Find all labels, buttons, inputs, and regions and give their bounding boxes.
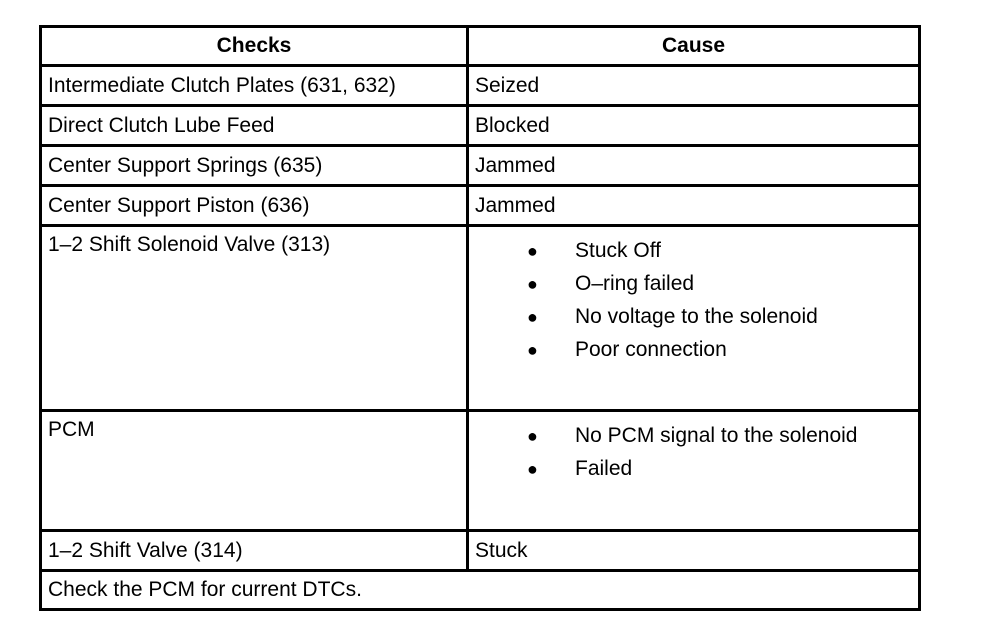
cause-cell: Seized xyxy=(468,66,920,106)
bullet-icon: ● xyxy=(527,307,538,327)
check-cell: Center Support Piston (636) xyxy=(41,186,468,226)
bullet-icon: ● xyxy=(527,459,538,479)
table-row xyxy=(41,146,920,186)
cause-cell xyxy=(468,226,920,411)
bullet-icon: ● xyxy=(527,340,538,360)
cause-text: No PCM signal to the solenoid xyxy=(575,424,858,447)
cause-text: Failed xyxy=(575,457,633,480)
check-cell: Center Support Springs (635) xyxy=(41,146,468,186)
diagnostic-table xyxy=(39,25,921,611)
cause-header: Cause xyxy=(468,27,920,66)
cause-list xyxy=(475,233,912,365)
checks-header: Checks xyxy=(41,27,468,66)
cause-text: Stuck Off xyxy=(575,239,661,262)
cause-cell xyxy=(468,411,920,531)
check-cell: PCM xyxy=(41,411,468,531)
list-item xyxy=(475,233,912,266)
header-row xyxy=(41,27,920,66)
check-cell: 1–2 Shift Solenoid Valve (313) xyxy=(41,226,468,411)
cause-text: O–ring failed xyxy=(575,272,695,295)
bullet-icon: ● xyxy=(527,274,538,294)
list-item xyxy=(475,299,912,332)
check-cell: Intermediate Clutch Plates (631, 632) xyxy=(41,66,468,106)
footer-row xyxy=(41,571,920,610)
cause-text: No voltage to the solenoid xyxy=(575,305,818,328)
footer-note: Check the PCM for current DTCs. xyxy=(41,571,920,610)
table-row xyxy=(41,66,920,106)
table-row xyxy=(41,226,920,411)
cause-cell: Jammed xyxy=(468,146,920,186)
cause-cell: Blocked xyxy=(468,106,920,146)
check-cell: Direct Clutch Lube Feed xyxy=(41,106,468,146)
list-item xyxy=(475,266,912,299)
cause-text: Poor connection xyxy=(575,338,727,361)
bullet-icon: ● xyxy=(527,426,538,446)
check-cell: 1–2 Shift Valve (314) xyxy=(41,531,468,571)
cause-list xyxy=(475,418,912,484)
list-item xyxy=(475,451,912,484)
bullet-icon: ● xyxy=(527,241,538,261)
table-row xyxy=(41,531,920,571)
cause-cell: Stuck xyxy=(468,531,920,571)
table-row xyxy=(41,106,920,146)
list-item xyxy=(475,418,912,451)
table-row xyxy=(41,411,920,531)
table-row xyxy=(41,186,920,226)
list-item xyxy=(475,332,912,365)
cause-cell: Jammed xyxy=(468,186,920,226)
